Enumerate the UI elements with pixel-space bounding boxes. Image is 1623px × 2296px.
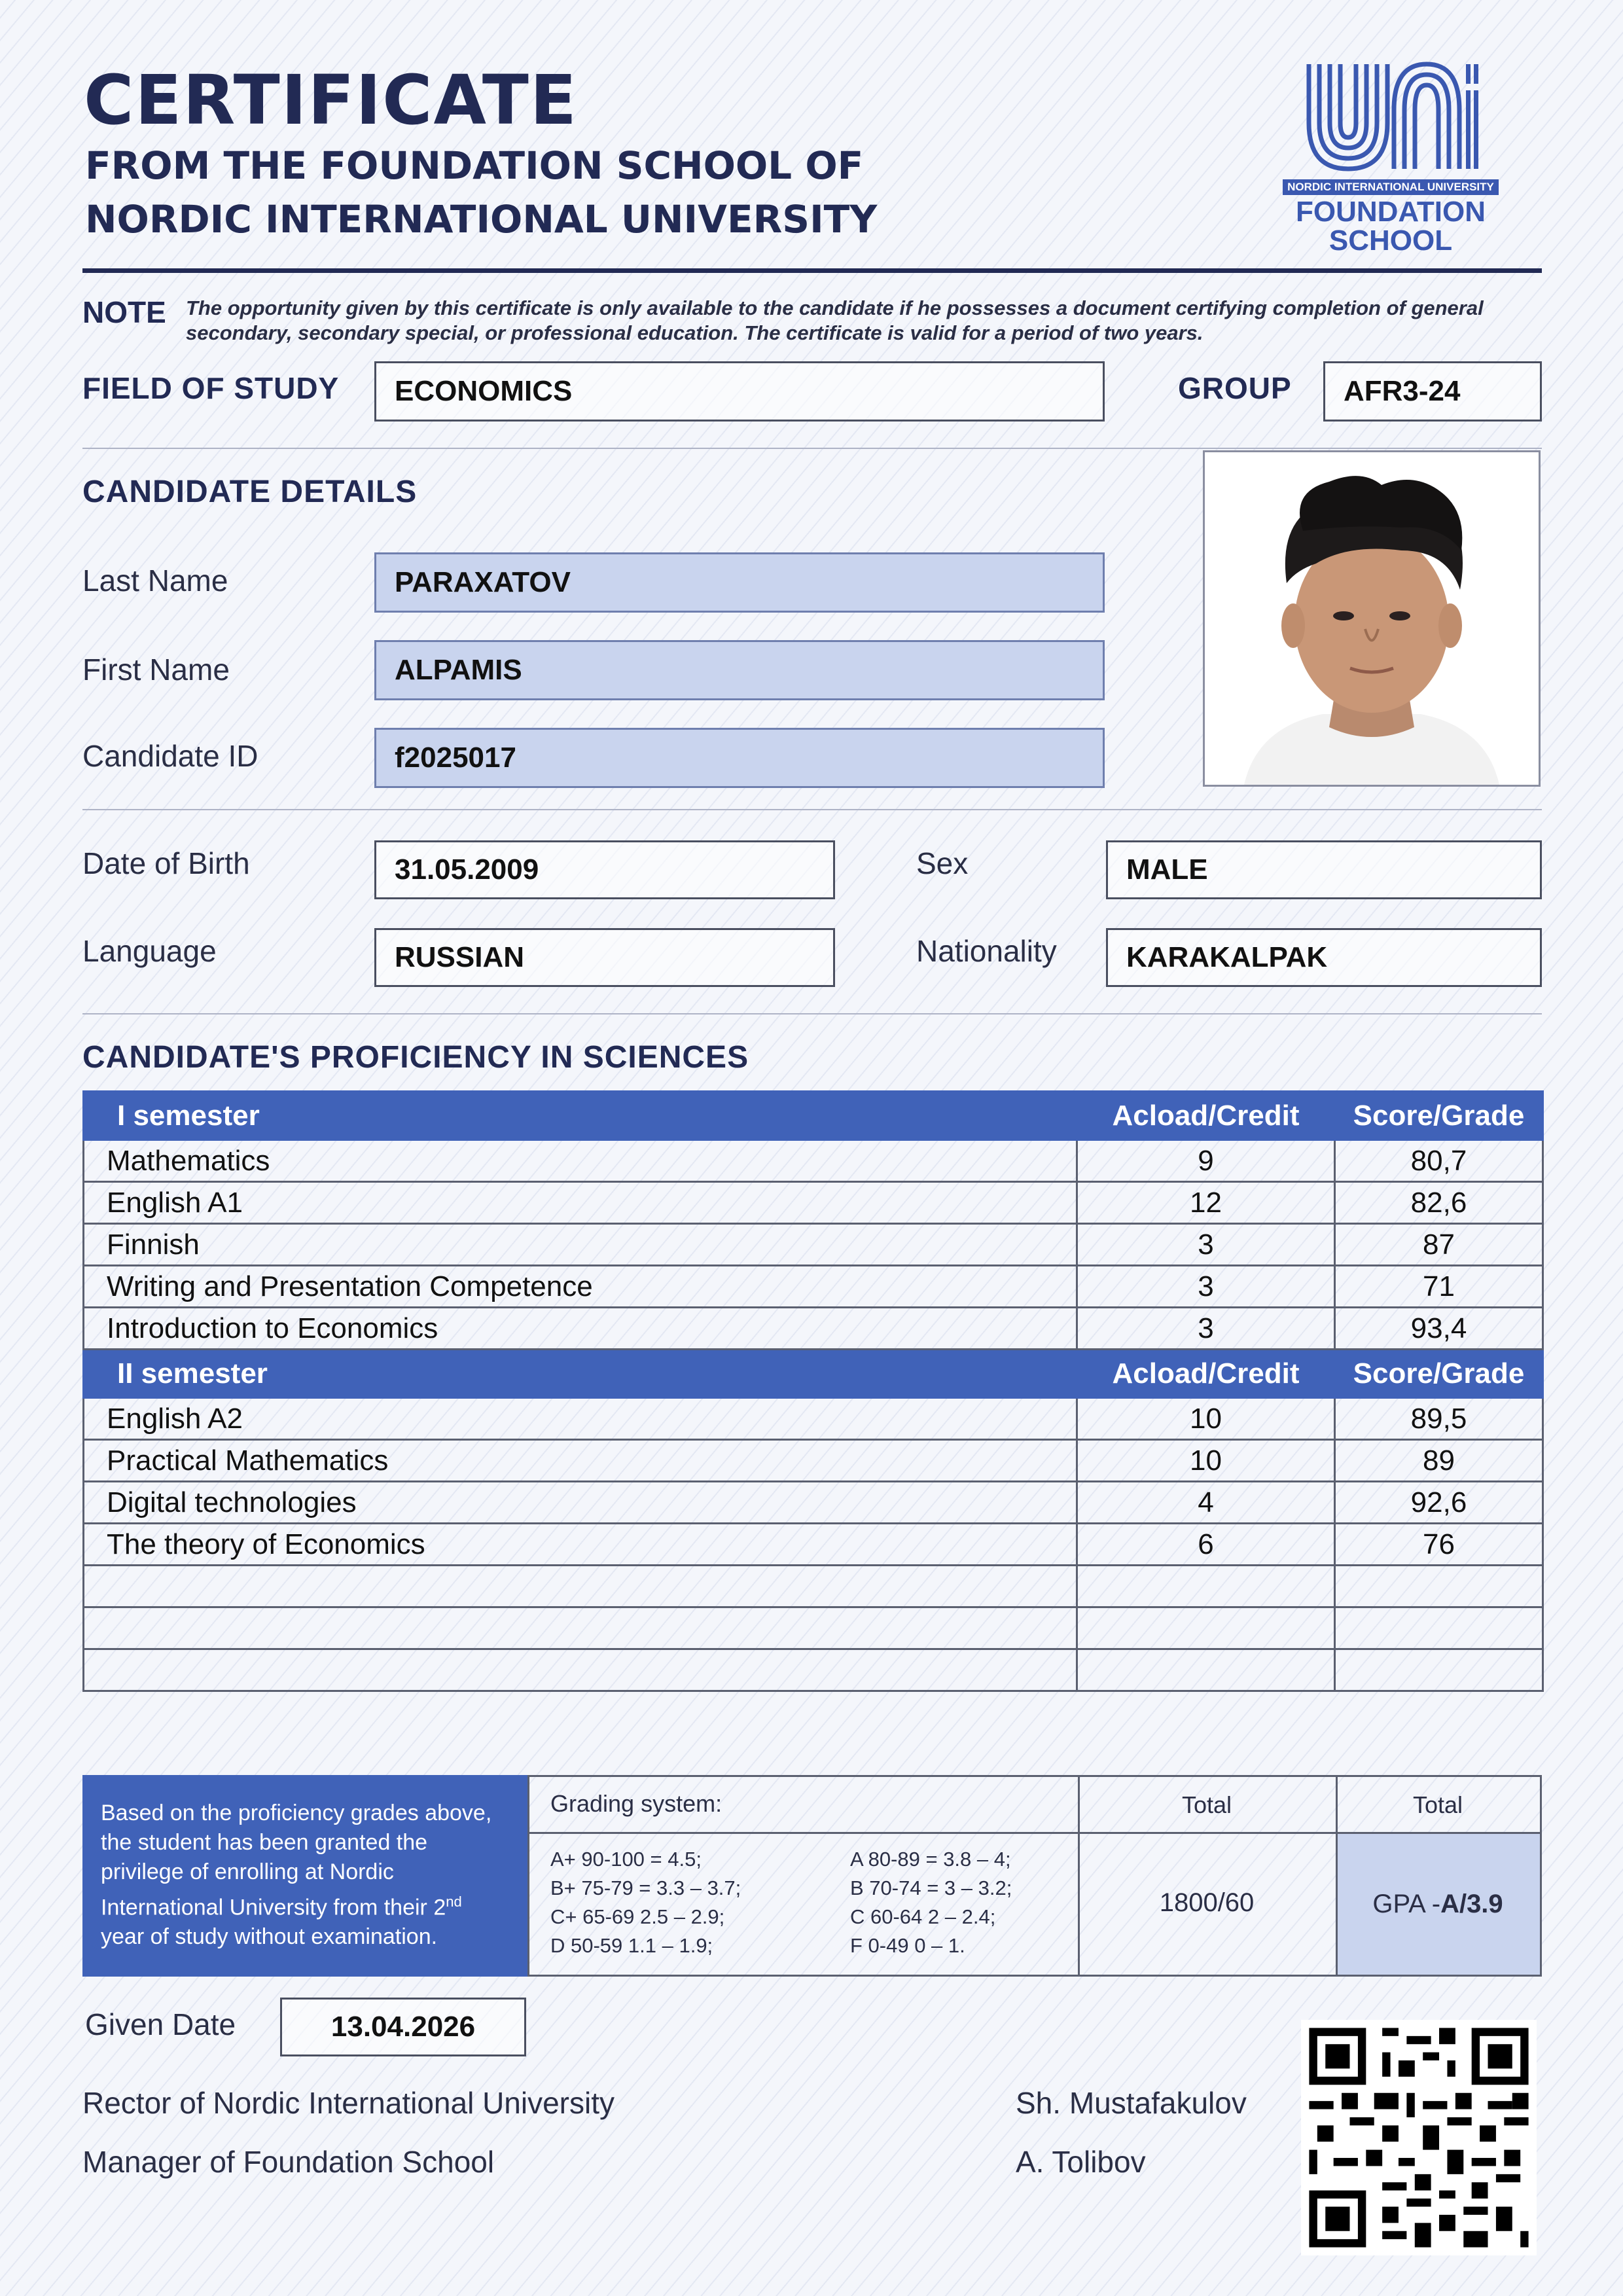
grade-rule: A 80-89 = 3.8 – 4; <box>850 1848 1011 1871</box>
subject-cell: Practical Mathematics <box>84 1440 1077 1482</box>
subject-cell: The theory of Economics <box>84 1524 1077 1566</box>
statement-ordinal: 2 <box>433 1895 446 1920</box>
logo-university-name: NORDIC INTERNATIONAL UNIVERSITY <box>1283 179 1499 195</box>
dob-value: 31.05.2009 <box>374 840 835 899</box>
score-cell: 89 <box>1335 1440 1543 1482</box>
subtitle-line-1: FROM THE FOUNDATION SCHOOL OF <box>85 143 864 188</box>
subject-cell: Introduction to Economics <box>84 1308 1077 1350</box>
score-cell: 71 <box>1335 1266 1543 1308</box>
group-label: GROUP <box>1178 371 1292 405</box>
proficiency-title: CANDIDATE'S PROFICIENCY IN SCIENCES <box>82 1040 749 1075</box>
sex-label: Sex <box>916 846 969 880</box>
table-row <box>84 1182 1543 1224</box>
grade-rule: F 0-49 0 – 1. <box>850 1934 965 1957</box>
candidate-portrait-icon <box>1205 452 1539 785</box>
table-row <box>84 1308 1543 1350</box>
credit-cell: 4 <box>1077 1482 1335 1524</box>
semester-1-header <box>84 1092 1543 1140</box>
grades-table <box>82 1090 1544 1692</box>
subtitle-line-2: NORDIC INTERNATIONAL UNIVERSITY <box>85 197 878 242</box>
note-label: NOTE <box>82 295 166 329</box>
manager-role: Manager of Foundation School <box>82 2145 495 2179</box>
empty-row <box>84 1649 1543 1691</box>
table-row <box>84 1440 1543 1482</box>
score-cell: 92,6 <box>1335 1482 1543 1524</box>
table-row <box>84 1266 1543 1308</box>
semester-2-title: II semester <box>84 1350 1077 1398</box>
credit-cell: 10 <box>1077 1398 1335 1440</box>
grade-rule: C+ 65-69 2.5 – 2.9; <box>550 1905 725 1928</box>
language-label: Language <box>82 934 217 968</box>
uni-monogram-icon <box>1302 58 1479 175</box>
certificate-title: CERTIFICATE <box>84 60 578 140</box>
last-name-label: Last Name <box>82 564 228 598</box>
table-row <box>84 1140 1543 1182</box>
given-date-value: 13.04.2026 <box>280 1998 526 2056</box>
subject-cell: Finnish <box>84 1224 1077 1266</box>
note-text: The opportunity given by this certificate is only available to the candidate if he possesses a document certifying completion of general secondary, secondary special, or professional education. The certificate is valid for a period of two years. <box>186 296 1484 344</box>
nationality-value: KARAKALPAK <box>1106 928 1542 987</box>
divider-2 <box>82 809 1542 810</box>
header-divider <box>82 268 1542 273</box>
table-row <box>84 1482 1543 1524</box>
grade-rule: C 60-64 2 – 2.4; <box>850 1905 996 1928</box>
empty-cell <box>1335 1649 1543 1691</box>
candidate-id-label: Candidate ID <box>82 739 259 773</box>
empty-cell <box>1077 1649 1335 1691</box>
score-cell: 80,7 <box>1335 1140 1543 1182</box>
gpa-grade: A/3.9 <box>1440 1890 1503 1918</box>
candidate-photo <box>1203 450 1541 787</box>
rector-role: Rector of Nordic International University <box>82 2086 615 2120</box>
credit-column-header: Acload/Credit <box>1077 1350 1335 1398</box>
total-label-1: Total <box>1181 1791 1232 1818</box>
credit-cell: 3 <box>1077 1266 1335 1308</box>
candidate-details-title: CANDIDATE DETAILS <box>82 475 418 509</box>
subject-cell: Mathematics <box>84 1140 1077 1182</box>
divider-1 <box>82 448 1542 449</box>
subject-cell: English A1 <box>84 1182 1077 1224</box>
grading-grid <box>527 1775 1542 1977</box>
statement-ordinal-suffix: nd <box>446 1893 462 1910</box>
semester-2-header <box>84 1350 1543 1398</box>
score-cell: 93,4 <box>1335 1308 1543 1350</box>
table-row <box>84 1398 1543 1440</box>
foundation-school-logo <box>1276 58 1505 257</box>
divider-3 <box>82 1013 1542 1014</box>
grade-rule: B+ 75-79 = 3.3 – 3.7; <box>550 1876 741 1899</box>
grade-rule: A+ 90-100 = 4.5; <box>550 1848 702 1871</box>
credit-cell: 12 <box>1077 1182 1335 1224</box>
statement-text-2: year of study without examination. <box>101 1924 438 1950</box>
first-name-value: ALPAMIS <box>374 640 1105 700</box>
score-cell: 76 <box>1335 1524 1543 1566</box>
semester-1-title: I semester <box>84 1092 1077 1140</box>
grade-rule: D 50-59 1.1 – 1.9; <box>550 1934 713 1957</box>
credit-cell: 3 <box>1077 1224 1335 1266</box>
logo-line-2: SCHOOL <box>1329 224 1453 257</box>
subject-cell: Digital technologies <box>84 1482 1077 1524</box>
dob-label: Date of Birth <box>82 846 250 880</box>
empty-cell <box>1335 1566 1543 1607</box>
subject-cell: English A2 <box>84 1398 1077 1440</box>
sex-value: MALE <box>1106 840 1542 899</box>
empty-cell <box>84 1566 1077 1607</box>
score-column-header: Score/Grade <box>1335 1350 1543 1398</box>
grading-scale-right <box>850 1845 1012 1960</box>
credit-cell: 10 <box>1077 1440 1335 1482</box>
summary-block <box>82 1775 1542 1977</box>
empty-cell <box>84 1607 1077 1649</box>
manager-name: A. Tolibov <box>1016 2145 1146 2179</box>
enrollment-statement <box>82 1775 527 1977</box>
total-credits-value: 1800/60 <box>1159 1888 1255 1917</box>
credit-cell: 3 <box>1077 1308 1335 1350</box>
grading-scale-left <box>550 1845 741 1960</box>
score-cell: 89,5 <box>1335 1398 1543 1440</box>
statement-text-1: Based on the proficiency grades above, the student has been granted the privilege of enrolling at Nordic International University from their <box>101 1801 492 1920</box>
table-row <box>84 1524 1543 1566</box>
qr-code-icon[interactable] <box>1301 2020 1537 2255</box>
first-name-label: First Name <box>82 653 230 687</box>
language-value: RUSSIAN <box>374 928 835 987</box>
rector-name: Sh. Mustafakulov <box>1016 2086 1247 2120</box>
given-date-label: Given Date <box>85 2007 236 2041</box>
grading-system-label: Grading system: <box>550 1790 722 1817</box>
empty-cell <box>1077 1566 1335 1607</box>
credit-column-header: Acload/Credit <box>1077 1092 1335 1140</box>
score-column-header: Score/Grade <box>1335 1092 1543 1140</box>
table-row <box>84 1224 1543 1266</box>
empty-cell <box>1335 1607 1543 1649</box>
empty-cell <box>84 1649 1077 1691</box>
empty-row <box>84 1607 1543 1649</box>
group-value: AFR3-24 <box>1323 361 1542 422</box>
score-cell: 87 <box>1335 1224 1543 1266</box>
logo-line-1: FOUNDATION <box>1295 196 1486 228</box>
grade-rule: B 70-74 = 3 – 3.2; <box>850 1876 1012 1899</box>
logo-school-name <box>1276 198 1505 255</box>
certificate-subtitle <box>85 139 877 246</box>
field-of-study-label: FIELD OF STUDY <box>82 371 340 405</box>
gpa-prefix: GPA - <box>1372 1890 1441 1918</box>
score-cell: 82,6 <box>1335 1182 1543 1224</box>
credit-cell: 9 <box>1077 1140 1335 1182</box>
total-label-2: Total <box>1412 1791 1463 1818</box>
subject-cell: Writing and Presentation Competence <box>84 1266 1077 1308</box>
nationality-label: Nationality <box>916 934 1057 968</box>
credit-cell: 6 <box>1077 1524 1335 1566</box>
empty-row <box>84 1566 1543 1607</box>
last-name-value: PARAXATOV <box>374 552 1105 613</box>
field-of-study-value: ECONOMICS <box>374 361 1105 422</box>
candidate-id-value: f2025017 <box>374 728 1105 788</box>
empty-cell <box>1077 1607 1335 1649</box>
gpa-value <box>1336 1890 1540 1919</box>
